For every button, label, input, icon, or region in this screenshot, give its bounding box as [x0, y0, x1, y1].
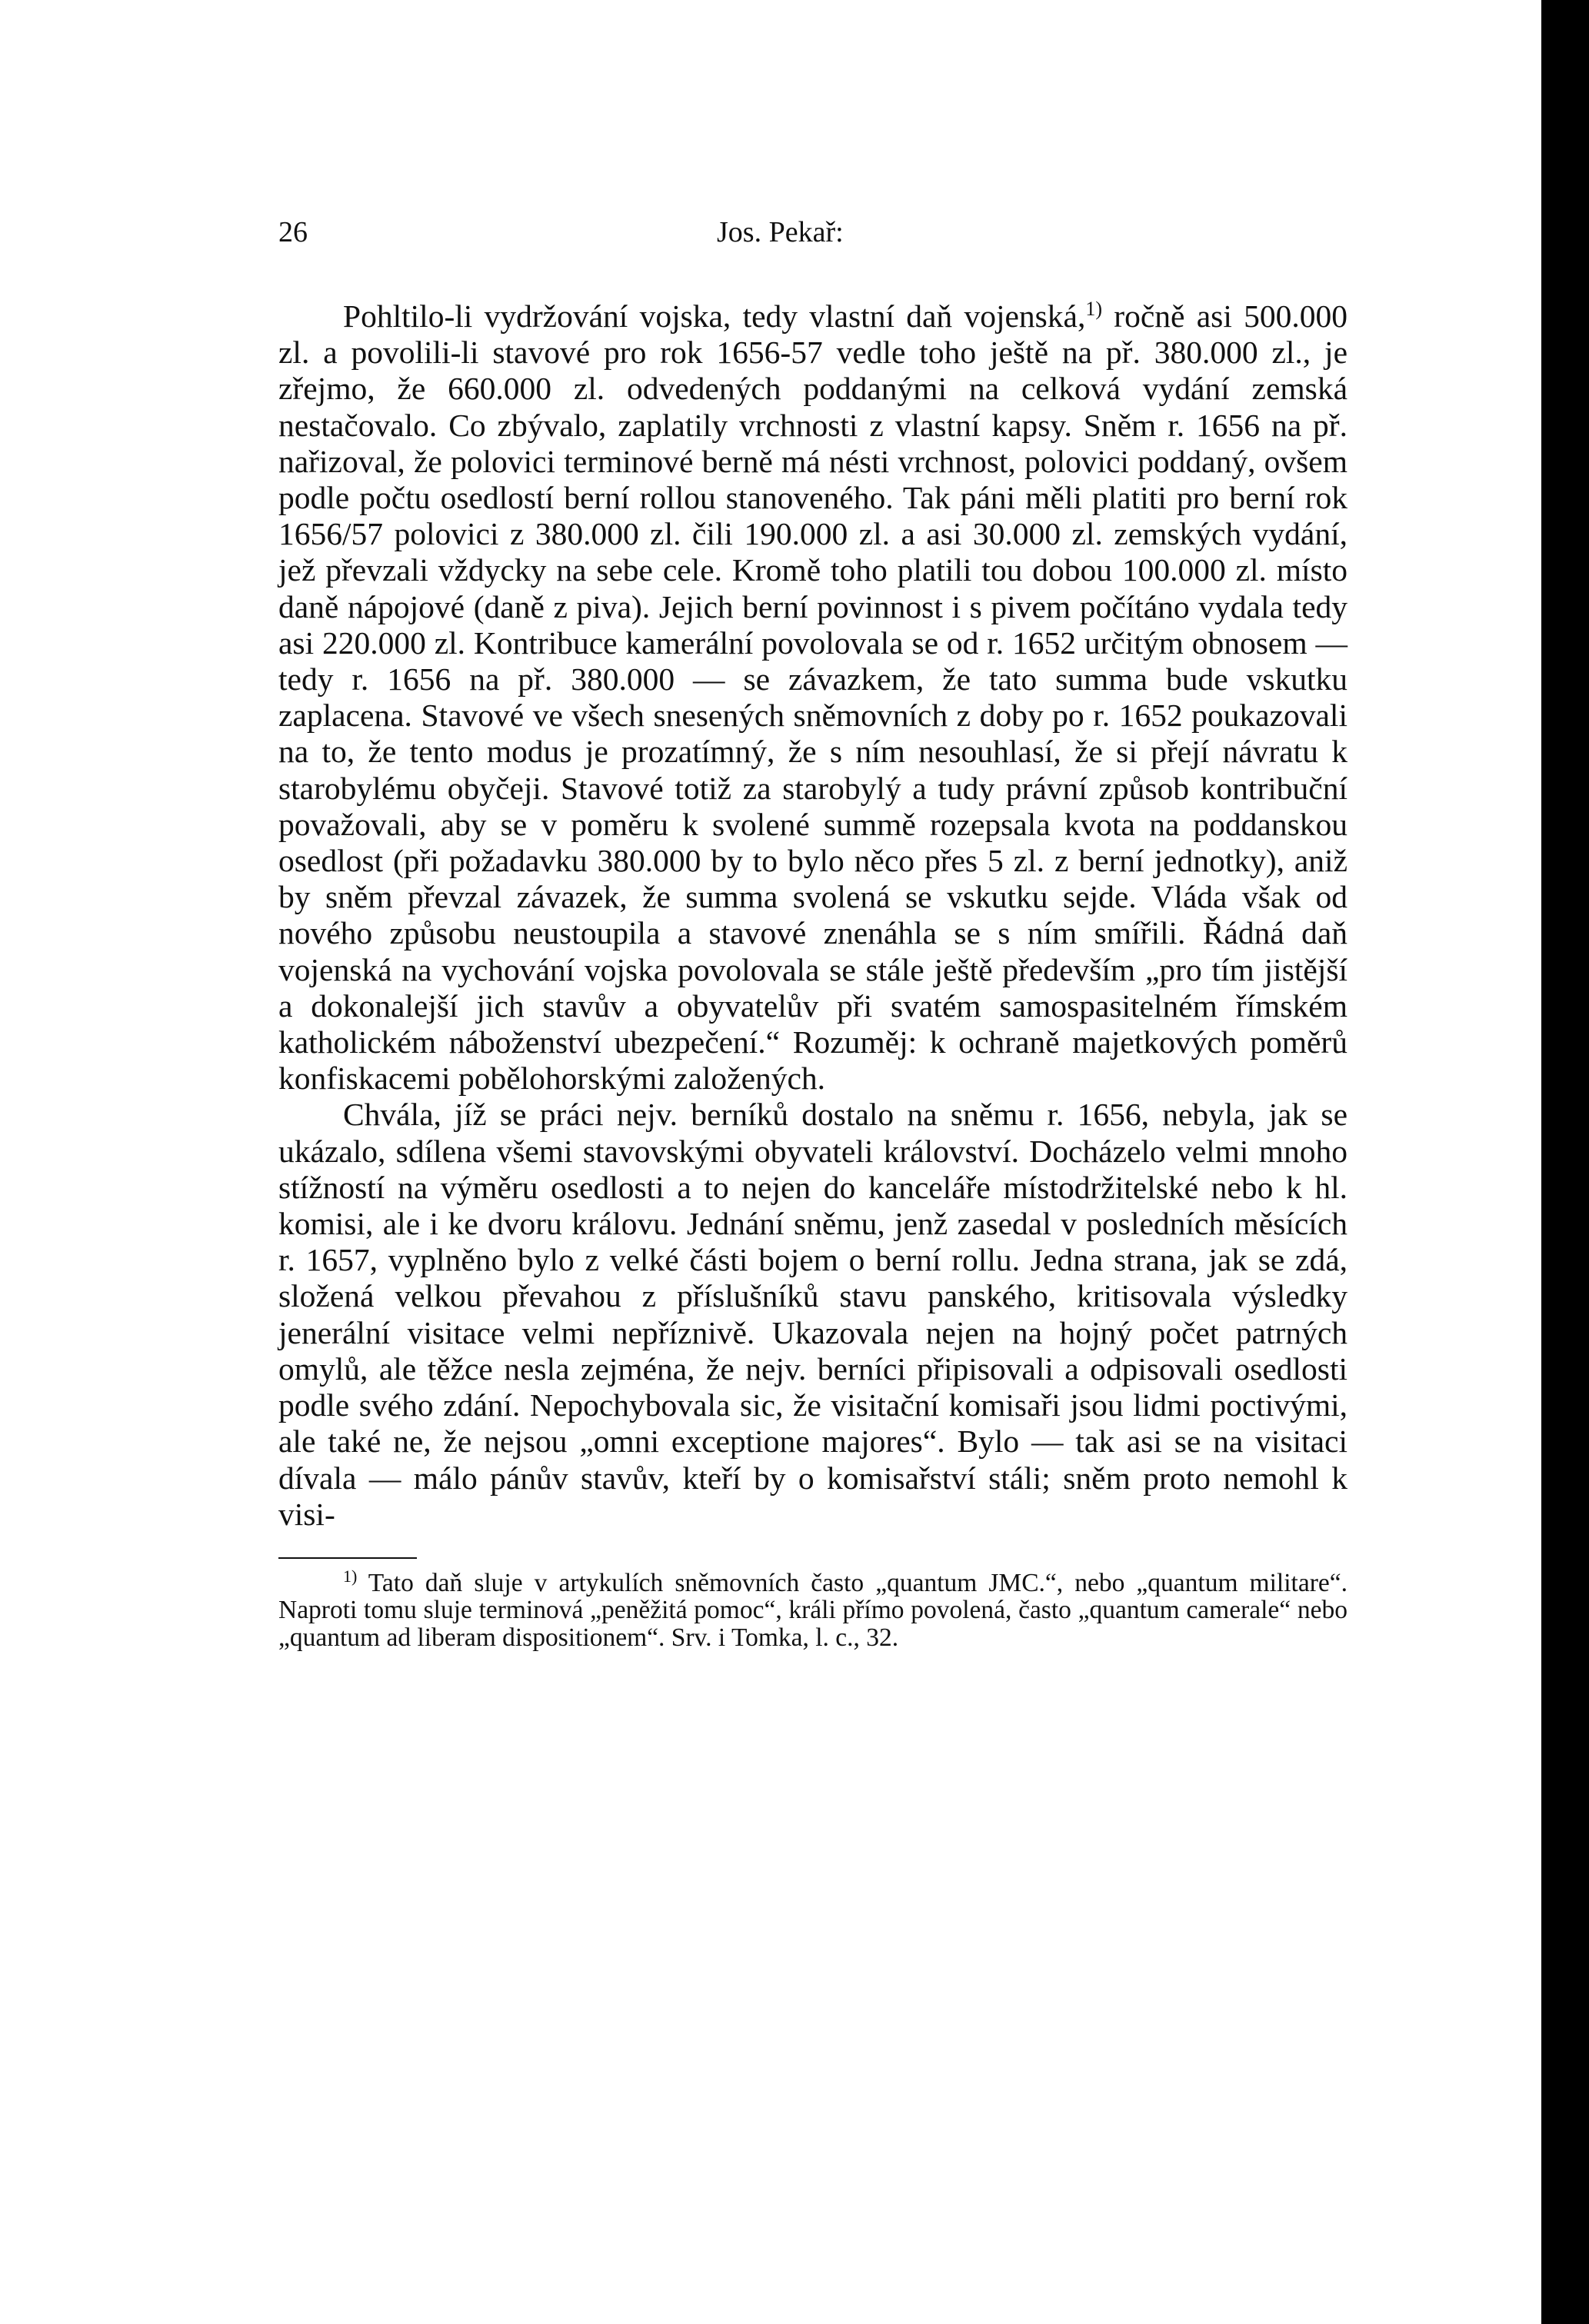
- footnote-mark: 1): [343, 1566, 358, 1586]
- paragraph-text: ročně asi 500.000 zl. a povolili-li stavové pro rok 1656-57 vedle toho ještě na př. 380.000 zl., je zřejmo, že 660.000 zl. odvedených poddanými na celková vydání zemská nestačovalo. Co zbývalo, zaplatily vrchnosti z vlastní kapsy. Sněm r. 1656 na př. nařizoval, že polovici terminové berně má nésti vrchnost, polovici poddaný, ovšem podle počtu osedlostí berní rollou stanoveného. Tak páni měli platiti pro berní rok 1656/57 polovici z 380.000 zl. čili 190.000 zl. a asi 30.000 zl. zemských vydání, jež převzali vždycky na sebe cele. Kromě toho platili tou dobou 100.000 zl. místo daně nápojové (daně z piva). Jejich berní povinnost i s pivem počítáno vydala tedy asi 220.000 zl. Kontribuce kamerální povolovala se od r. 1652 určitým obnosem — tedy r. 1656 na př. 380.000 — se závazkem, že tato summa bude vskutku zaplacena. Stavové ve všech snesených sněmovních z doby po r. 1652 poukazovali na to, že tento modus je prozatímný, že s ním nesouhlasí, že si přejí návratu k starobylému obyčeji. Stavové totiž za starobylý a tudy právní způsob kontribuční považovali, aby se v poměru k svolené summě rozepsala kvota na poddanskou osedlost (při požadavku 380.000 by to bylo něco přes 5 zl. z berní jednotky), aniž by sněm převzal závazek, že summa svolená se vskutku sejde. Vláda však od nového způsobu neustoupila a stavové znenáhla se s ním smířili. Řádná daň vojenská na vychování vojska povolovala se stále ještě především „pro tím jistější a dokonalejší jich stavův a obyvatelův při svatém samospasitelném římském katholickém náboženství ubezpečení.“ Rozuměj: k ochraně majetkových poměrů konfiskacemi pobělohorskými založených.: [278, 298, 1348, 1097]
- page-number: 26: [278, 216, 308, 248]
- footnote: [278, 1566, 1347, 1652]
- footnote-reference: 1): [1085, 298, 1103, 321]
- paragraph-text: Pohltilo-li vydržování vojska, tedy vlastní daň vojenská,: [343, 298, 1086, 334]
- footnotes: [278, 1566, 1347, 1652]
- scan-border: [1535, 0, 1589, 2324]
- paragraph: [278, 298, 1347, 1097]
- running-head: [278, 215, 1347, 261]
- paragraph: Chvála, jíž se práci nejv. berníků dostalo na sněmu r. 1656, nebyla, jak se ukázalo, sdílena všemi stavovskými obyvateli království. Docházelo velmi mnoho stížností na výměru osedlosti a to nejen do kanceláře místodržitelské nebo k hl. komisi, ale i ke dvoru královu. Jednání sněmu, jenž zasedal v posledních měsících r. 1657, vyplněno bylo z velké části bojem o berní rollu. Jedna strana, jak se zdá, složená velkou převahou z příslušníků stavu panského, kritisovala výsledky jenerální visitace velmi nepříznivě. Ukazovala nejen na hojný počet patrných omylů, ale těžce nesla zejména, že nejv. berníci připisovali a odpisovali osedlosti podle svého zdání. Nepochybovala sic, že visitační komisaři jsou lidmi poctivými, ale také ne, že nejsou „omni exceptione majores“. Bylo — tak asi se na visitaci dívala — málo pánův stavův, kteří by o komisařství stáli; sněm proto nemohl k visi-: [278, 1097, 1347, 1532]
- body-text: [278, 298, 1347, 1533]
- book-page: [278, 215, 1347, 1651]
- footnote-divider: [278, 1557, 417, 1559]
- running-title: Jos. Pekař:: [717, 216, 844, 248]
- footnote-text: Tato daň sluje v artykulích sněmovních často „quantum JMC.“, nebo „quantum militare“. Naproti tomu sluje terminová „peněžitá pomoc“, králi přímo povolená, často „quantum camerale“ nebo „quantum ad liberam dispositionem“. Srv. i Tomka, l. c., 32.: [278, 1568, 1347, 1652]
